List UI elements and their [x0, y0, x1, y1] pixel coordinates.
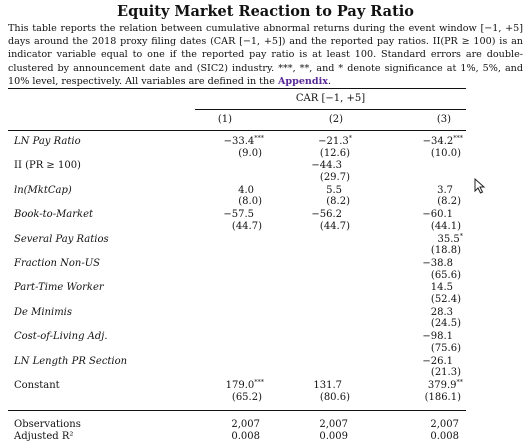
coefficient-value: −26.1: [422, 355, 453, 367]
mouse-cursor-icon: [474, 178, 486, 194]
coefficient-cell: [431, 282, 453, 293]
coefficient-cell: [224, 136, 264, 147]
coefficient-cell: [313, 380, 342, 391]
coefficient-value: 5.5: [326, 184, 342, 196]
coefficient-value: 179.0: [225, 380, 255, 391]
coefficient-cell: [431, 307, 453, 318]
coefficient-cell: [437, 231, 463, 245]
significance-stars: *: [459, 231, 463, 240]
column-header: (2): [328, 114, 344, 125]
standard-error-cell: (80.6): [319, 391, 350, 403]
coefficient-value: −44.3: [311, 160, 342, 172]
stat-value: 0.009: [319, 430, 348, 442]
coefficient-cell: [238, 185, 254, 196]
stat-label: Adjusted R²: [14, 430, 74, 442]
significance-stars: *: [348, 134, 352, 142]
dependent-variable-underline: [195, 109, 466, 110]
standard-error-cell: (8.0): [238, 196, 262, 208]
row-label: II (PR ≥ 100): [14, 160, 81, 172]
stat-value: 2,007: [319, 419, 348, 430]
coefficient-cell: [437, 185, 453, 196]
row-label: ln(MktCap): [14, 184, 72, 196]
stat-value: 0.008: [231, 430, 260, 442]
row-label: Cost-of-Living Adj.: [14, 331, 108, 343]
standard-error-cell: (8.2): [437, 196, 461, 208]
appendix-link[interactable]: Appendix: [277, 75, 328, 87]
stat-value: 2,007: [430, 419, 459, 430]
coefficient-value: −21.3: [318, 136, 349, 147]
coefficient-value: 131.7: [313, 380, 342, 391]
coefficient-value: −38.8: [422, 258, 453, 269]
coefficient-cell: [422, 209, 453, 220]
coefficient-value: −98.1: [422, 331, 453, 343]
coefficient-value: −60.1: [422, 209, 453, 221]
column-header: (3): [436, 114, 452, 125]
standard-error-cell: (44.7): [231, 220, 262, 232]
header-rule: [8, 130, 466, 131]
row-label: De Minimis: [14, 306, 73, 318]
standard-error-cell: (9.0): [238, 147, 262, 159]
standard-error-cell: (21.3): [430, 367, 461, 379]
table-caption: [8, 22, 523, 88]
coefficient-cell: [423, 136, 463, 147]
caption-end: .: [327, 75, 332, 87]
significance-stars: **: [456, 378, 463, 386]
significance-stars: ***: [453, 134, 463, 142]
standard-error-cell: (29.7): [319, 171, 350, 183]
coefficient-value: 4.0: [238, 184, 254, 196]
stat-value: 2,007: [231, 419, 260, 430]
coefficient-cell: [422, 331, 453, 342]
coefficient-cell: [311, 209, 342, 220]
coefficient-cell: [311, 160, 342, 171]
standard-error-cell: (44.7): [319, 220, 350, 232]
standard-error-cell: (18.8): [430, 245, 461, 257]
coefficient-value: 28.3: [430, 306, 453, 318]
coefficient-value: −33.4: [223, 136, 255, 147]
row-label: LN Pay Ratio: [14, 136, 81, 147]
caption-text: This table reports the relation between cumulative abnormal returns during the event window [−1, +5] days around the 2018 proxy filing dates (CAR [−1, +5]) and the reported pay ratios. II(PR ≥ 100) is an indicator variable equal to one if the reported pay ratio is at least 100. Standard errors are double-clustered by announcement date and (SIC2) industry. ***, **, and * denote significance at 1%, 5%, and 10% level, respectively. All variables are defined in the: [8, 23, 523, 87]
standard-error-cell: (10.0): [430, 147, 461, 159]
coefficient-cell: [422, 356, 453, 367]
significance-stars: ***: [254, 134, 264, 142]
row-label: Several Pay Ratios: [14, 233, 109, 245]
row-label: Part-Time Worker: [14, 282, 104, 294]
coefficient-value: −34.2: [422, 136, 454, 147]
coefficient-value: 379.9: [427, 380, 457, 391]
stat-value: 0.008: [430, 430, 459, 442]
stat-label: Observations: [14, 419, 81, 430]
stats-rule: [8, 410, 466, 411]
coefficient-cell: [226, 380, 264, 391]
coefficient-value: −56.2: [311, 209, 342, 221]
row-label: Fraction Non-US: [14, 258, 101, 269]
standard-error-cell: (65.6): [430, 269, 461, 281]
coefficient-cell: [326, 185, 342, 196]
table-title: Equity Market Reaction to Pay Ratio: [117, 3, 414, 20]
coefficient-cell: [223, 209, 254, 220]
row-label: LN Length PR Section: [14, 355, 128, 367]
coefficient-value: −57.5: [223, 209, 254, 221]
coefficient-cell: [318, 136, 352, 147]
standard-error-cell: (186.1): [424, 391, 461, 403]
coefficient-value: 14.5: [430, 282, 453, 294]
standard-error-cell: (52.4): [430, 293, 461, 305]
standard-error-cell: (44.1): [430, 220, 461, 232]
row-label: Constant: [14, 380, 60, 391]
top-rule: [8, 88, 466, 89]
standard-error-cell: (8.2): [326, 196, 350, 208]
coefficient-value: 3.7: [437, 184, 453, 196]
standard-error-cell: (12.6): [319, 147, 350, 159]
standard-error-cell: (75.6): [430, 342, 461, 354]
standard-error-cell: (65.2): [231, 391, 262, 403]
dependent-variable-header: CAR [−1, +5]: [295, 93, 366, 104]
coefficient-cell: [422, 258, 453, 269]
coefficient-cell: [428, 380, 463, 391]
coefficient-value: 35.5: [437, 233, 460, 245]
standard-error-cell: (24.5): [430, 318, 461, 330]
significance-stars: ***: [254, 378, 264, 386]
row-label: Book-to-Market: [14, 209, 94, 221]
column-header: (1): [217, 114, 233, 125]
